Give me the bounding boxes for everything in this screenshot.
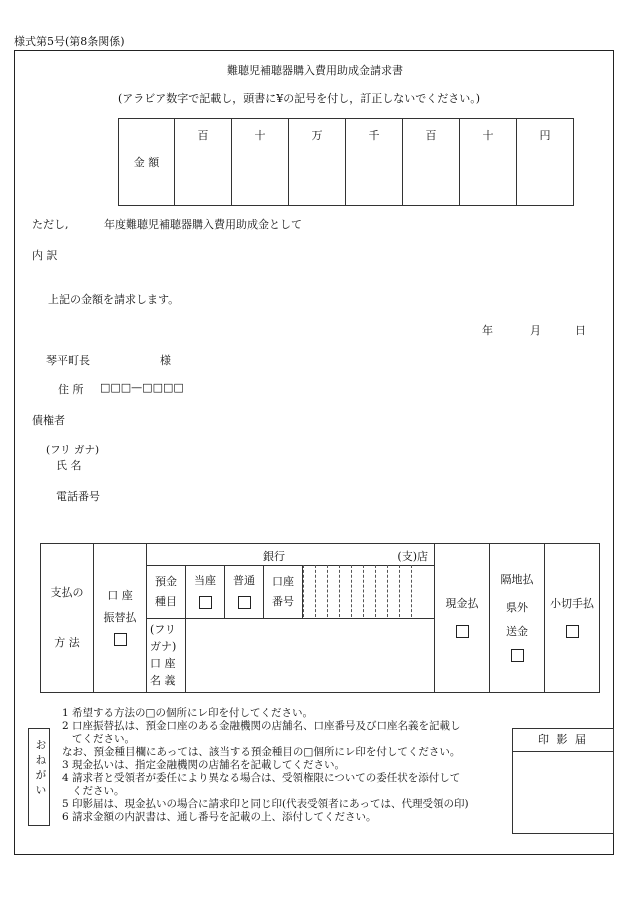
- notes-tab: [28, 728, 50, 826]
- account-transfer-cell[interactable]: [94, 544, 147, 693]
- address-label: 住 所: [58, 383, 84, 396]
- request-text: 上記の金額を請求します。: [48, 293, 180, 306]
- account-digit-cell: [363, 565, 375, 617]
- payment-method-label-bottom: 方 法: [54, 636, 80, 649]
- branch-label: (支)店: [397, 550, 428, 563]
- note-6: 6 請求金額の内訳書は、通し番号を記載の上、添付してください。: [62, 811, 377, 823]
- note-1: 1 希望する方法の□の個所にレ印を付してください。: [62, 707, 313, 719]
- cash-payment-cell[interactable]: [435, 544, 490, 693]
- remote-payment-label-1: 隔地払: [500, 573, 534, 586]
- account-digit-cell: [411, 565, 423, 617]
- account-transfer-label-bottom: 振替払: [103, 611, 137, 624]
- check-payment-cell[interactable]: [545, 544, 600, 693]
- savings-account-cell[interactable]: [225, 566, 264, 619]
- account-number-field[interactable]: [303, 566, 435, 619]
- digit-label: 十: [254, 129, 266, 142]
- note-2-cont: てください。: [72, 733, 135, 745]
- account-number-label-bottom: 番号: [272, 595, 294, 608]
- account-digit-cell: [399, 565, 411, 617]
- remote-payment-cell[interactable]: [490, 544, 545, 693]
- account-digit-cell: [387, 565, 399, 617]
- remote-payment-checkbox[interactable]: [511, 649, 524, 662]
- date-day: 日: [575, 324, 586, 337]
- deposit-type-label-top: 預金: [155, 575, 177, 588]
- account-digit-cell: [315, 565, 327, 617]
- account-number-label-top: 口座: [272, 575, 294, 588]
- deposit-type-label-bottom: 種目: [155, 595, 177, 608]
- account-name-label-3: 口 座: [150, 657, 176, 670]
- notes-tab-label: おねがい: [34, 739, 47, 799]
- date-month: 月: [530, 324, 541, 337]
- breakdown-label: 内 訳: [32, 249, 58, 262]
- account-name-field[interactable]: [186, 619, 435, 693]
- checking-account-label: 当座: [194, 574, 216, 587]
- note-2-extra: なお、預金種目欄にあっては、該当する預金種目の□個所にレ印を付してください。: [62, 746, 461, 758]
- account-name-label: [147, 619, 186, 693]
- amount-digit-million[interactable]: [289, 119, 346, 206]
- deposit-type-label: [147, 566, 186, 619]
- digit-label: 円: [539, 129, 551, 142]
- amount-digit-hundred[interactable]: [403, 119, 460, 206]
- bank-branch-cell[interactable]: [147, 544, 435, 566]
- note-2: 2 口座振替払は、預金口座のある金融機関の店舗名、口座番号及び口座名義を記載し: [62, 720, 461, 732]
- payment-method-label: [41, 544, 94, 693]
- postal-code-field[interactable]: □□□—□□□□: [100, 381, 184, 394]
- note-4-cont: ください。: [72, 785, 125, 797]
- digit-label: 十: [482, 129, 494, 142]
- seal-label: 印 影 届: [513, 729, 613, 752]
- checking-account-cell[interactable]: [186, 566, 225, 619]
- purpose-text: 年度難聴児補聴器購入費用助成金として: [104, 218, 302, 231]
- amount-digit-ten-million[interactable]: [232, 119, 289, 206]
- account-name-label-1: (フリ: [150, 623, 176, 636]
- checking-account-checkbox[interactable]: [199, 596, 212, 609]
- savings-account-label: 普通: [233, 574, 255, 587]
- amount-digit-yen[interactable]: [517, 119, 574, 206]
- account-name-label-4: 名 義: [150, 674, 176, 687]
- phone-label: 電話番号: [56, 490, 100, 503]
- digit-label: 千: [368, 129, 380, 142]
- note-5: 5 印影届は、現金払いの場合に請求印と同じ印(代表受領者にあっては、代理受領の印): [62, 798, 469, 810]
- account-transfer-label-top: 口 座: [107, 589, 133, 602]
- remote-payment-label-3: 送金: [506, 625, 528, 638]
- account-digit-cell: [375, 565, 387, 617]
- amount-instruction: (アラビア数字で記載し，頭書に¥の記号を付し，訂正しないでください。): [118, 92, 481, 105]
- note-4: 4 請求者と受領者が委任により異なる場合は、受領権限についての委任状を添付して: [62, 772, 461, 784]
- digit-label: 万: [311, 129, 323, 142]
- digit-label: 百: [425, 129, 437, 142]
- date-year: 年: [482, 324, 493, 337]
- addressee-honorific: 様: [160, 354, 171, 367]
- remote-payment-label-2: 県外: [506, 601, 528, 614]
- cash-payment-checkbox[interactable]: [456, 625, 469, 638]
- name-label: 氏 名: [56, 459, 82, 472]
- savings-account-checkbox[interactable]: [238, 596, 251, 609]
- check-payment-checkbox[interactable]: [566, 625, 579, 638]
- account-digit-cell: [339, 565, 351, 617]
- account-digit-cell: [327, 565, 339, 617]
- payment-method-label-top: 支払の: [50, 586, 84, 599]
- amount-table: [118, 118, 574, 206]
- amount-label: 金 額: [119, 119, 175, 206]
- cash-payment-label: 現金払: [445, 597, 479, 610]
- addressee-name: 琴平町長: [46, 354, 90, 367]
- purpose-prefix: ただし,: [32, 218, 69, 231]
- account-transfer-checkbox[interactable]: [114, 633, 127, 646]
- account-digit-cell: [303, 565, 315, 617]
- seal-box[interactable]: [512, 728, 614, 834]
- account-digit-cell: [351, 565, 363, 617]
- account-number-label: [264, 566, 303, 619]
- bank-label: 銀行: [263, 550, 285, 563]
- furigana-label: (フリ ガナ): [46, 444, 100, 456]
- digit-label: 百: [197, 129, 209, 142]
- form-title: 難聴児補聴器購入費用助成金請求書: [227, 64, 403, 77]
- note-3: 3 現金払いは、指定金融機関の店舗名を記載してください。: [62, 759, 346, 771]
- payment-method-table: [40, 543, 600, 693]
- form-number: 様式第5号(第8条関係): [14, 35, 125, 48]
- creditor-label: 債権者: [32, 414, 65, 427]
- amount-digit-ten[interactable]: [460, 119, 517, 206]
- amount-digit-thousand[interactable]: [346, 119, 403, 206]
- check-payment-label: 小切手払: [550, 597, 594, 610]
- amount-digit-hundred-million[interactable]: [175, 119, 232, 206]
- account-name-label-2: ガナ): [150, 640, 177, 653]
